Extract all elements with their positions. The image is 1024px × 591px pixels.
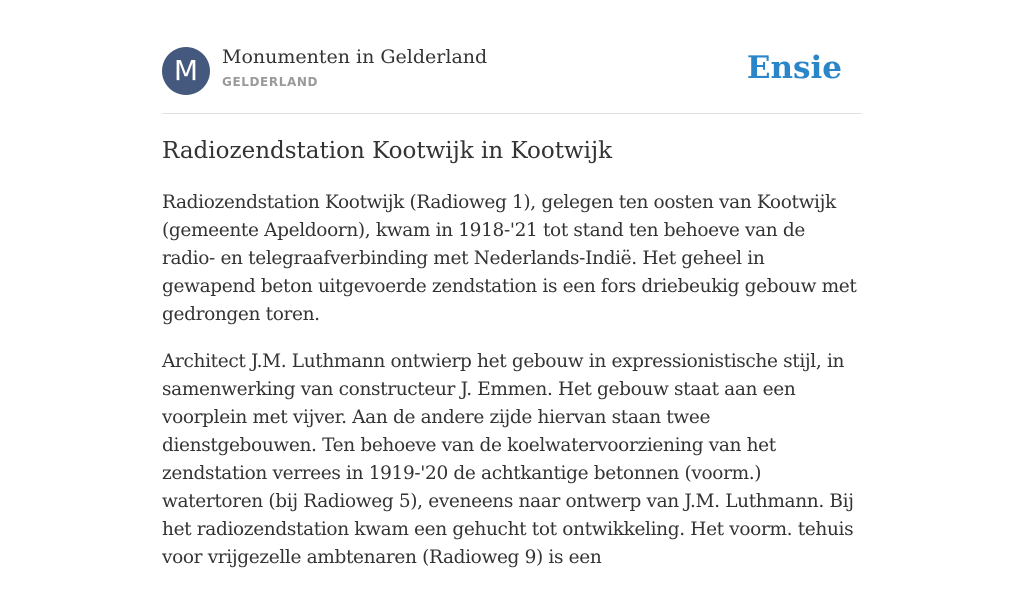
article-title: Radiozendstation Kootwijk in Kootwijk — [162, 138, 613, 164]
ensie-logo[interactable]: Ensie — [746, 50, 842, 86]
source-avatar[interactable]: M — [162, 47, 210, 95]
page-container — [162, 0, 862, 568]
source-header — [162, 0, 862, 114]
article-body — [162, 189, 862, 591]
source-region-label[interactable]: GELDERLAND — [222, 75, 319, 89]
article-paragraph-2: Architect J.M. Luthmann ontwierp het gebouw in expressionistische stijl, in samenwerking van constructeur J. Emmen. Het gebouw staat aan een voorplein met vijver. Aan de andere zijde hiervan staan twee dienstgebouwen. Ten behoeve van de koelwatervoorziening van het zendstation verrees in 1919-'20 de achtkantige betonnen (voorm.) watertoren (bij Radioweg 5), eveneens naar ontwerp van J.M. Luthmann. Bij het radiozendstation kwam een gehucht tot ontwikkeling. Het voorm. tehuis voor vrijgezelle ambtenaren (Radioweg 9) is een — [162, 351, 854, 568]
source-name-link[interactable]: Monumenten in Gelderland — [222, 46, 488, 68]
article-paragraph-1: Radiozendstation Kootwijk (Radioweg 1), gelegen ten oosten van Kootwijk (gemeente Apeldoorn), kwam in 1918-'21 tot stand ten behoeve van de radio- en telegraafverbinding met Nederlands-Indië. Het geheel in gewapend beton uitgevoerde zendstation is een fors driebeukig gebouw met gedrongen toren. — [162, 192, 857, 325]
